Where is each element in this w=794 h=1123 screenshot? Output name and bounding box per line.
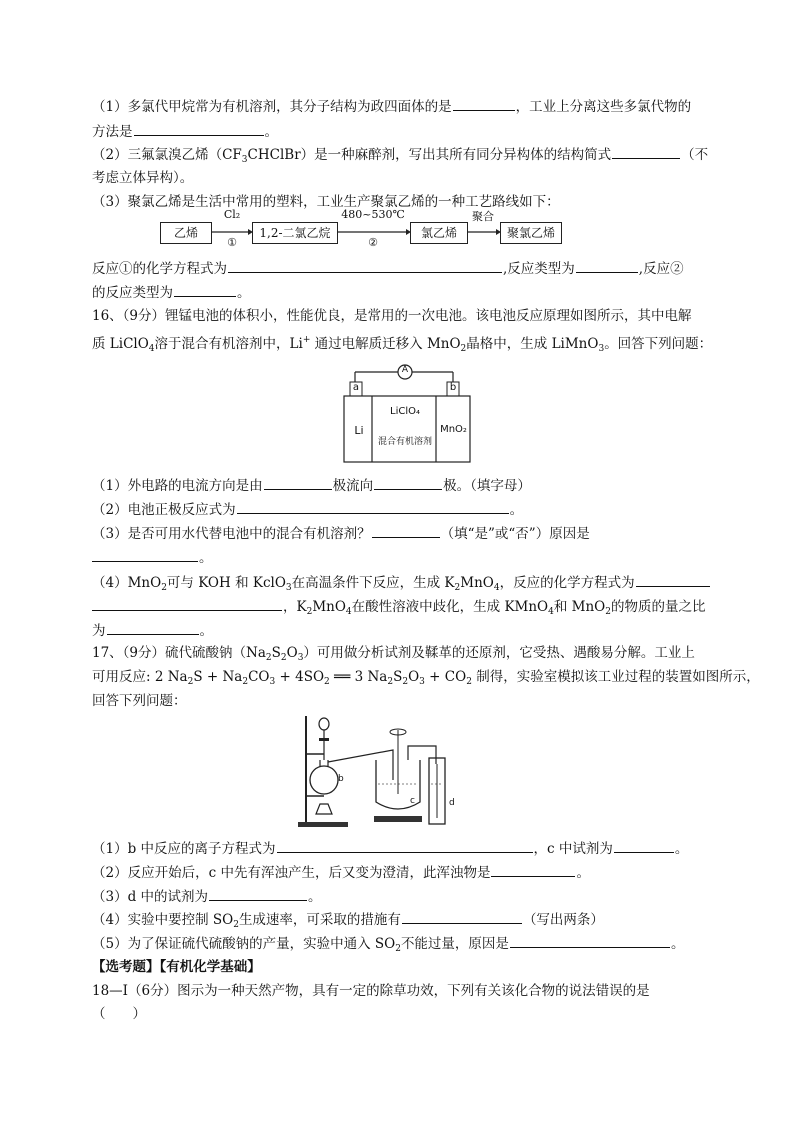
q15-3-line2 [92, 258, 684, 279]
subscript: 2 [466, 677, 472, 687]
subscript: 3 [419, 677, 425, 687]
text: 不能过量，原因是 [400, 936, 509, 952]
q16-4-line3 [92, 620, 213, 641]
text: 。 [308, 889, 322, 905]
subscript: 2 [324, 677, 330, 687]
subscript: 4 [548, 607, 554, 617]
text: 。 [509, 502, 524, 518]
text: （5）为了保证硫代硫酸钠的产量，实验中通入 SO [92, 936, 396, 952]
text: 反应①的化学方程式为 [92, 261, 227, 277]
text: O [408, 669, 420, 685]
answer-blank[interactable] [453, 96, 515, 111]
subscript: 2 [161, 583, 167, 593]
q15-2-line1 [92, 144, 708, 170]
flask-b [310, 766, 338, 794]
subscript: 4 [345, 607, 352, 617]
text: 16、（9分）锂锰电池的体积小，性能优良，是常用的一次电池。该电池反应原理如图所示，其中电解 [92, 308, 692, 324]
label-b: b [338, 774, 344, 784]
text: （3）聚氯乙烯是生活中常用的塑料，工业生产聚氯乙烯的一种工艺路线如下： [92, 194, 560, 210]
q17-2 [92, 862, 590, 883]
answer-blank[interactable] [277, 838, 533, 853]
subscript: 3 [285, 583, 292, 593]
apparatus-diagram [298, 712, 470, 830]
flow-box-dichloroethane: 1,2-二氯乙烷 [252, 222, 338, 244]
text: ，反应的化学方程式为 [499, 575, 635, 591]
answer-blank[interactable] [576, 258, 638, 273]
text: + CO [424, 669, 467, 685]
text: O [286, 645, 298, 661]
alcohol-lamp [316, 804, 332, 814]
text: CHClBr）是一种麻醉剂，写出其所有同分异构体的结构简式 [247, 147, 612, 163]
subscript: 2 [402, 677, 409, 687]
q16-3-line1 [92, 523, 590, 544]
answer-blank[interactable] [228, 258, 502, 273]
q17-line3 [92, 691, 187, 711]
q16-line1 [92, 306, 692, 326]
answer-blank[interactable] [636, 572, 710, 587]
q15-1-line2 [92, 121, 278, 142]
text: ）可用做分析试剂及鞣革的还原剂，它受热、遇酸易分解。工业上 [303, 645, 695, 661]
text: S [393, 669, 403, 685]
text: （写出两条） [522, 912, 604, 928]
text: 为 [92, 623, 106, 639]
answer-blank[interactable] [614, 838, 674, 853]
text: 在高温条件下反应，生成 K [291, 575, 455, 591]
text: （2）电池正极反应式为 [92, 502, 236, 518]
text: （填“是”或“否”）原因是 [440, 526, 590, 542]
answer-blank[interactable] [174, 282, 236, 297]
terminal-b-label: b [449, 382, 457, 393]
text: 极。（填字母） [443, 478, 531, 494]
text: 。 [264, 124, 278, 140]
anode-label: Li [354, 424, 364, 437]
answer-blank[interactable] [264, 475, 332, 490]
terminal-a-label: a [352, 382, 360, 393]
subscript: 3 [297, 653, 304, 663]
text: ══ 3 Na [329, 669, 388, 685]
q18-line1 [92, 981, 650, 1001]
q17-line1 [92, 643, 695, 668]
subscript: 2 [280, 653, 287, 663]
text: 考虑立体异构）。 [92, 170, 194, 186]
subscript: 2 [265, 653, 272, 663]
subscript: 4 [493, 583, 500, 593]
answer-blank[interactable] [237, 499, 509, 514]
apparatus-drawing [298, 712, 470, 830]
flow-box-vinyl-chloride: 氯乙烯 [410, 222, 468, 244]
answer-blank[interactable] [510, 933, 670, 948]
answer-blank[interactable] [92, 547, 198, 562]
q17-3 [92, 886, 322, 907]
subscript: 2 [460, 344, 467, 354]
flow-arrow1-reagent: Cl₂ [223, 208, 241, 221]
text: ，工业上分离这些多氯代物的 [515, 99, 692, 115]
flow-arrow2-condition: 480~530℃ [341, 208, 405, 221]
flow-arrow2-step: ② [368, 236, 378, 249]
text: 通过电解质迁移入 MnO [310, 336, 461, 352]
magnetic-stirrer-base [374, 816, 422, 822]
text: ，c 中试剂为 [533, 841, 613, 857]
text: 的物质的量之比 [610, 599, 706, 615]
text: ,反应② [638, 261, 684, 277]
subscript: 3 [598, 344, 605, 354]
text: 在酸性溶液中歧化，生成 KMnO [351, 599, 549, 615]
q17-4 [92, 909, 604, 935]
ammeter-label: A [401, 365, 409, 375]
q17-line2 [92, 667, 760, 692]
text: 晶格中，生成 LiMnO [466, 336, 599, 352]
text: 。 [674, 841, 689, 857]
q15-3-line3 [92, 282, 251, 303]
text: 极流向 [332, 478, 374, 494]
cathode-label: MnO₂ [440, 424, 467, 435]
text: 。 [199, 623, 213, 639]
q16-3-line2 [92, 547, 213, 568]
flow-box-ethylene: 乙烯 [160, 222, 212, 244]
text: 回答下列问题： [92, 693, 187, 709]
pvc-process-flowchart [160, 210, 620, 248]
subscript: 2 [395, 944, 401, 954]
text: （1）多氯代甲烷常为有机溶剂，其分子结构为政四面体的是 [92, 99, 452, 115]
subscript: 2 [605, 607, 611, 617]
flow-arrows [160, 210, 620, 248]
q18-line2 [92, 1004, 146, 1024]
answer-blank[interactable] [374, 475, 442, 490]
q16-4-line2 [92, 596, 705, 622]
text: 方法是 [92, 124, 133, 140]
text: 18—Ⅰ（6分）图示为一种天然产物，具有一定的除草功效，下列有关该化合物的说法错误的是 [92, 983, 650, 999]
q17-5 [92, 933, 684, 959]
text: 的反应类型为 [92, 285, 173, 301]
text: （ ） [92, 1006, 146, 1022]
text: 17、（9分）硫代硫酸钠（Na [92, 645, 266, 661]
text: 。 [670, 936, 685, 952]
subscript: 2 [242, 677, 249, 687]
text: （1）b 中反应的离子方程式为 [92, 841, 276, 857]
answer-blank[interactable] [372, 523, 440, 538]
subscript: 3 [269, 677, 276, 687]
text: S + Na [193, 669, 243, 685]
text: （2）三氟氯溴乙烯（CF [92, 147, 242, 163]
subscript: 2 [387, 677, 394, 687]
answer-blank[interactable] [209, 886, 307, 901]
q16-2 [92, 499, 523, 520]
text: （4）MnO [92, 575, 162, 591]
answer-blank[interactable] [134, 121, 264, 136]
subscript: 2 [187, 677, 194, 687]
text: + 4SO [275, 669, 325, 685]
text: MnO [460, 575, 494, 591]
text: （4）实验中要控制 SO [92, 912, 234, 928]
subscript: 3 [241, 155, 248, 165]
text: 。回答下列问题： [604, 336, 713, 352]
text: （1）外电路的电流方向是由 [92, 478, 263, 494]
solvent-label: 混合有机溶剂 [377, 437, 432, 447]
text: ,反应类型为 [503, 261, 575, 277]
electrolyte-label: LiClO₄ [390, 406, 420, 417]
text: 生成速率，可采取的措施有 [238, 912, 401, 928]
text: 制得，实验室模拟该工业过程的装置如图所示， [471, 669, 760, 685]
label-c: c [410, 796, 415, 806]
text: 可与 KOH 和 KclO [166, 575, 286, 591]
subscript: 2 [454, 583, 461, 593]
text: 【选考题】【有机化学基础】 [92, 959, 261, 975]
subscript: 4 [148, 344, 155, 354]
q16-1 [92, 475, 531, 496]
label-d: d [449, 798, 455, 808]
text: 和 MnO [553, 599, 606, 615]
flow-box-pvc: 聚氯乙烯 [500, 222, 562, 244]
q15-1-line1 [92, 96, 691, 117]
text: ，K [283, 599, 307, 615]
section-heading-elective [92, 957, 261, 977]
text: 可用反应: 2 Na [92, 669, 188, 685]
text: 。 [576, 865, 590, 881]
superscript: + [302, 335, 311, 345]
q16-4-line1 [92, 572, 711, 598]
answer-blank[interactable] [612, 144, 680, 159]
stand-base [298, 822, 348, 827]
text: 溶于混合有机溶剂中，Li [154, 336, 303, 352]
arrowhead-2 [406, 229, 411, 235]
subscript: 2 [233, 920, 239, 930]
text: （3）d 中的试剂为 [92, 889, 209, 905]
text: （2）反应开始后，c 中先有浑浊产生，后又变为澄清，此浑浊物是 [92, 865, 491, 881]
answer-blank[interactable] [402, 909, 522, 924]
battery-diagram [342, 362, 472, 466]
subscript: 2 [306, 607, 313, 617]
q16-line2 [92, 330, 712, 359]
arrowhead-1 [248, 229, 253, 235]
text: 。 [199, 550, 213, 566]
q15-2-line2 [92, 168, 193, 188]
text: MnO [312, 599, 346, 615]
text: （3）是否可用水代替电池中的混合有机溶剂？ [92, 526, 371, 542]
text: （不 [681, 147, 709, 163]
text: 质 LiClO [92, 336, 149, 352]
arrowhead-3 [496, 229, 501, 235]
answer-blank[interactable] [92, 596, 282, 611]
q17-1 [92, 838, 688, 859]
flow-arrow3-condition: 聚合 [472, 210, 494, 223]
answer-blank[interactable] [491, 862, 575, 877]
answer-blank[interactable] [107, 620, 199, 635]
text: 。 [237, 285, 251, 301]
text: S [271, 645, 281, 661]
text: CO [248, 669, 270, 685]
flow-arrow1-step: ① [227, 236, 237, 249]
dropping-funnel [319, 718, 329, 730]
